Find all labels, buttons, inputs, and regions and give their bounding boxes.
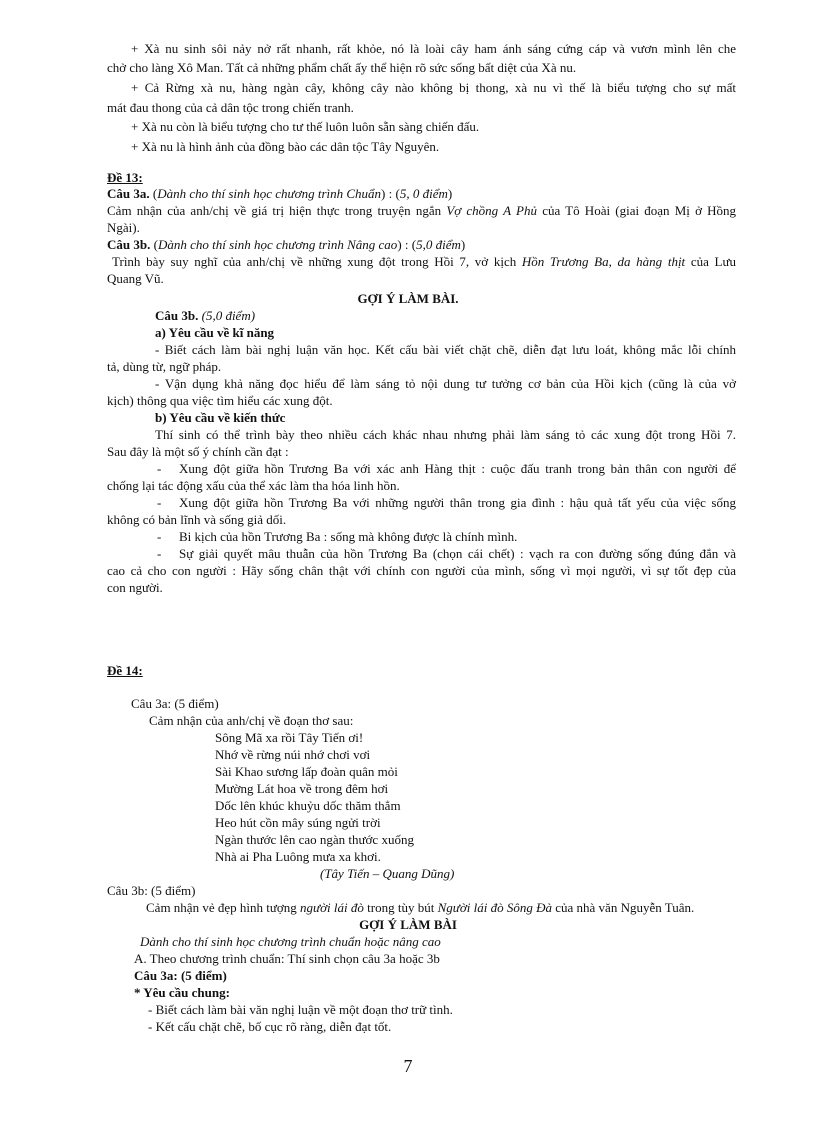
text: ( — [152, 186, 158, 201]
poem-line: Mường Lát hoa về trong đêm hơi — [215, 781, 389, 796]
list-item: Xung đột giữa hồn Trương Ba với xác anh Hàng thịt : cuộc đấu tranh trong bản thân con người để — [179, 461, 736, 476]
text: Cảm nhận của anh/chị về giá trị hiện thực trong truyện ngắn — [107, 203, 442, 218]
question-points: 5,0 điểm — [416, 237, 461, 252]
text: ( — [153, 237, 158, 252]
bullet-line: + Cả Rừng xà nu, hàng ngàn cây, không cây nào không bị thong, xà nu vì thế là biểu tượng cho sự mất — [131, 80, 736, 95]
subheading: a) Yêu cầu về kĩ năng — [155, 325, 275, 340]
list-dash: - — [157, 529, 162, 544]
question-label: Câu 3a. — [107, 186, 150, 201]
section-heading: Đề 14: — [107, 663, 143, 678]
text: Cảm nhận vẻ đẹp hình tượng — [146, 900, 297, 915]
poem-source: (Tây Tiến – Quang Dũng) — [320, 866, 455, 881]
work-title: Người lái đò Sông Đà — [437, 900, 552, 915]
question-label: Câu 3a: (5 điểm) — [134, 968, 227, 983]
work-title: Hồn Trương Ba, da hàng thịt — [521, 254, 686, 269]
list-dash: - — [157, 461, 162, 476]
bullet-line: + Xà nu là hình ảnh của đồng bào các dân tộc Tây Nguyên. — [131, 139, 440, 154]
list-item: không có bản lĩnh và sống giả dối. — [107, 512, 287, 527]
work-title: Vợ chồng A Phủ — [446, 203, 537, 218]
list-item: Sự giải quyết mâu thuẫn của hồn Trương Ba (chọn cái chết) : vạch ra con đường sống đúng đắn và — [179, 546, 736, 561]
question-audience: Dành cho thí sinh học chương trình Nâng cao — [157, 237, 398, 252]
guide-audience: Dành cho thí sinh học chương trình chuẩn hoặc nâng cao — [140, 934, 441, 949]
text: ) — [447, 186, 453, 201]
question-audience: Dành cho thí sinh học chương trình Chuẩn — [157, 186, 382, 201]
list-item: Bi kịch của hồn Trương Ba : sống mà không được là chính mình. — [179, 529, 518, 544]
question-label: Câu 3b: (5 điểm) — [107, 883, 196, 898]
paragraph-line: Thí sinh có thể trình bày theo nhiều cách khác nhau nhưng phải làm sáng tỏ các xung đột trong Hồi 7. — [155, 427, 736, 442]
question-label: Câu 3a: (5 điểm) — [131, 696, 219, 711]
poem-line: Heo hút cồn mây súng ngửi trời — [215, 815, 381, 830]
guide-title: GỢI Ý LÀM BÀI. — [357, 291, 459, 306]
subheading: * Yêu cầu chung: — [134, 985, 230, 1000]
guide-question — [155, 307, 255, 324]
text: ) — [460, 237, 466, 252]
list-item: - Biết cách làm bài văn nghị luận về một đoạn thơ trữ tình. — [148, 1002, 453, 1017]
text: của Lưu — [690, 254, 737, 269]
question-text: Ngài). — [107, 220, 140, 235]
guide-title: GỢI Ý LÀM BÀI — [359, 917, 457, 932]
text: của nhà văn Nguyễn Tuân. — [555, 900, 695, 915]
bullet-line: + Xà nu còn là biểu tượng cho tư thế luôn luôn sẵn sàng chiến đấu. — [131, 119, 480, 134]
list-item: con người. — [107, 580, 163, 595]
list-item: cao cả cho con người : Hãy sống chân thật với chính con người của mình, sống vì mọi người, vì sự tốt đẹp của — [107, 563, 736, 578]
guide-item: A. Theo chương trình chuẩn: Thí sinh chọn câu 3a hoặc 3b — [134, 951, 440, 966]
text: Trình bày suy nghĩ của anh/chị về những xung đột trong Hồi 7, vở kịch — [112, 254, 517, 269]
text: ) : ( — [381, 186, 400, 201]
list-item: chống lại tác động xấu của thể xác làm tha hóa linh hồn. — [107, 478, 400, 493]
question-text — [112, 253, 736, 270]
poem-line: Nhà ai Pha Luông mưa xa khơi. — [215, 849, 381, 864]
question-points: 5, 0 điểm — [399, 186, 448, 201]
text: của Tô Hoài (giai đoạn Mị ở Hồng — [542, 203, 737, 218]
poem-line: Sài Khao sương lấp đoàn quân mỏi — [215, 764, 398, 779]
bullet-line: + Xà nu sinh sôi nảy nở rất nhanh, rất khỏe, nó là loài cây ham ánh sáng cứng cáp và vươn mình lên che — [131, 41, 736, 56]
paragraph-line: Sau đây là một số ý chính cần đạt : — [107, 444, 289, 459]
question-label: Câu 3b. — [107, 237, 151, 252]
section-heading: Đề 13: — [107, 170, 143, 185]
poem-line: Nhớ về rừng núi nhớ chơi vơi — [215, 747, 371, 762]
figure-name: người lái đò — [300, 900, 364, 915]
paragraph-line: kịch) thông qua việc tìm hiểu các xung đột. — [107, 393, 333, 408]
question-text — [107, 202, 736, 219]
paragraph-line: tả, dùng từ, ngữ pháp. — [107, 359, 222, 374]
text: ) : ( — [397, 237, 417, 252]
question-3a — [107, 185, 452, 202]
list-item: Xung đột giữa hồn Trương Ba với những người thân trong gia đình : hậu quả tất yếu của việc sống — [179, 495, 736, 510]
poem-line: Ngàn thước lên cao ngàn thước xuống — [215, 832, 414, 847]
list-item: - Kết cấu chặt chẽ, bố cục rõ ràng, diễn đạt tốt. — [148, 1019, 392, 1034]
question-text: Cảm nhận của anh/chị về đoạn thơ sau: — [149, 713, 354, 728]
subheading: b) Yêu cầu về kiến thức — [155, 410, 286, 425]
list-dash: - — [157, 495, 162, 510]
page-number: 7 — [403, 1056, 413, 1076]
paragraph-line: - Biết cách làm bài nghị luận văn học. Kết cấu bài viết chặt chẽ, diễn đạt lưu loát, không mắc lỗi chính — [155, 342, 736, 357]
bullet-line: chở cho làng Xô Man. Tất cả những phẩm chất ấy thể hiện rõ sức sống bất diệt của Xà nu. — [107, 60, 577, 75]
question-text: Quang Vũ. — [107, 271, 164, 286]
question-label: Câu 3b. — [155, 308, 199, 323]
question-text — [146, 899, 694, 916]
text: trong tùy bút — [367, 900, 435, 915]
poem-line: Dốc lên khúc khuỷu dốc thăm thẳm — [215, 798, 401, 813]
question-points: (5,0 điểm) — [201, 308, 256, 323]
list-dash: - — [157, 546, 162, 561]
bullet-line: mát đau thong của cả dân tộc trong chiến tranh. — [107, 100, 354, 115]
question-3b — [107, 236, 465, 253]
poem-line: Sông Mã xa rồi Tây Tiến ơi! — [215, 730, 364, 745]
paragraph-line: - Vận dụng khả năng đọc hiểu để làm sáng tỏ nội dung tư tưởng cơ bản của Hồi kịch (cũng là của vở — [155, 376, 736, 391]
